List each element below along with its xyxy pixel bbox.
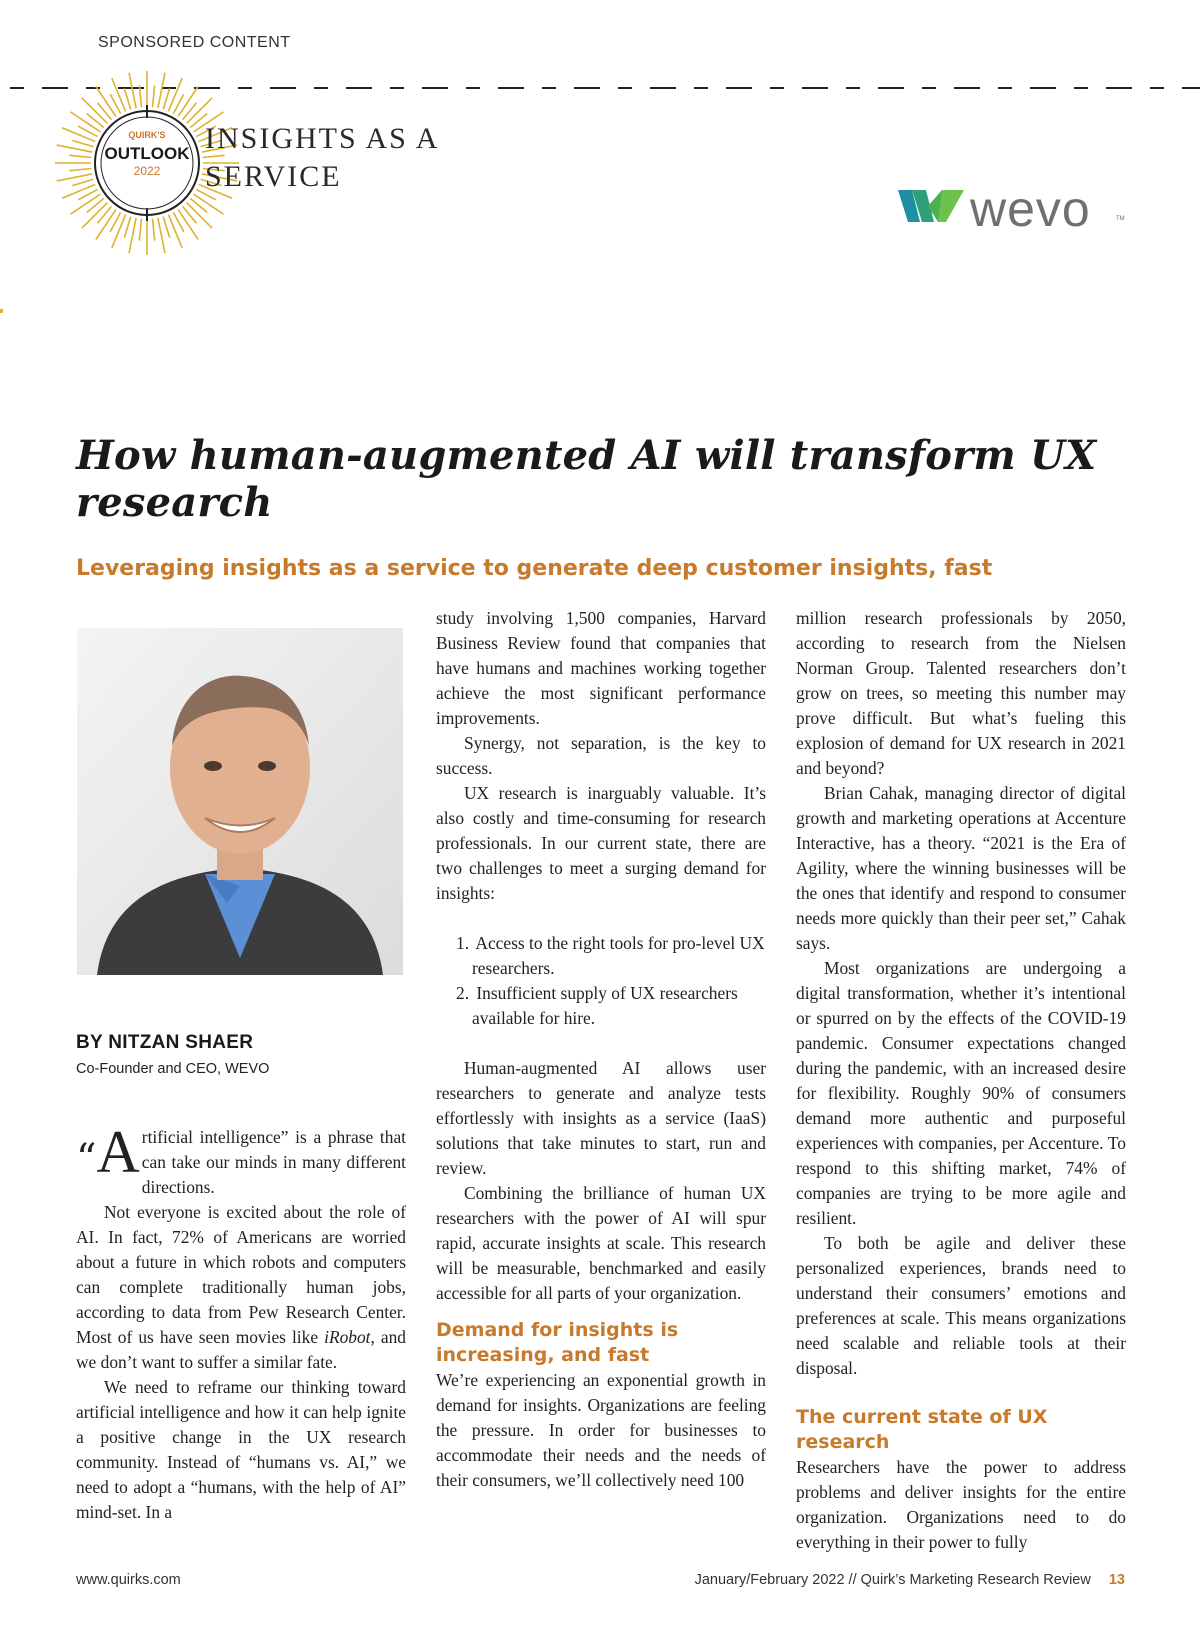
sunburst-ray xyxy=(124,88,130,109)
paragraph: We need to reframe our thinking toward artificial intelligence and how it can help ignite a positive change in the UX research community. Instead of “humans vs. AI,” we need to adopt a “humans, with the help of AI” mind-set. In a xyxy=(76,1377,406,1522)
sunburst-ray xyxy=(168,78,182,111)
sunburst-ray xyxy=(87,199,104,213)
page-number: 13 xyxy=(1108,1572,1125,1588)
sunburst-ray xyxy=(112,215,126,248)
wevo-trademark: TM xyxy=(1116,216,1125,222)
article-subhead: Leveraging insights as a service to generate deep customer insights, fast xyxy=(76,556,993,581)
drop-cap: “A xyxy=(76,1119,140,1185)
sunburst-ray xyxy=(183,206,197,223)
paragraph: We’re experiencing an exponential growth in demand for insights. Organizations are feeling the pressure. In order for businesses to accommodate their needs and the needs of their consumers, we’ll collectively need 100 xyxy=(436,1370,766,1490)
wevo-wordmark: wevo xyxy=(970,181,1091,237)
paragraph: million research professionals by 2050, according to research from the Nielsen Norman Group. Talented researchers don’t grow on trees, so meeting this number may prove difficult. But what’s fueling this explosion of demand for UX research in 2021 and beyond? xyxy=(796,608,1126,778)
sunburst-ray xyxy=(129,218,136,253)
article-column-1 xyxy=(76,1119,406,1525)
list-item: 1. Access to the right tools for pro-level UX researchers. xyxy=(456,933,765,978)
sunburst-ray xyxy=(87,114,104,128)
author-role: Co-Founder and CEO, WEVO xyxy=(76,1061,270,1077)
footer-issue xyxy=(695,1572,1125,1588)
sunburst-ray xyxy=(168,215,182,248)
list-item: 2. Insufficient supply of UX researchers available for hire. xyxy=(456,983,738,1028)
paragraph: Synergy, not separation, is the key to success. xyxy=(436,733,766,778)
sunburst-ray xyxy=(139,85,141,107)
wevo-mark-icon xyxy=(898,186,964,226)
footer-website: www.quirks.com xyxy=(76,1572,181,1588)
sunburst-ray xyxy=(152,219,154,241)
sunburst-ray xyxy=(183,103,197,120)
section-heading-demand: Demand for insights is increasing, and fast xyxy=(436,1319,679,1366)
sunburst-ray xyxy=(129,73,136,108)
author-byline: BY NITZAN SHAER xyxy=(76,1032,254,1053)
badge-title: OUTLOOK xyxy=(104,144,190,163)
sunburst-ray xyxy=(72,179,93,185)
paragraph: Researchers have the power to address problems and deliver insights for the entire organization. Organizations need to do everything in their power to fully xyxy=(796,1457,1126,1552)
article-column-3 xyxy=(796,606,1126,1555)
sunburst-ray xyxy=(158,218,165,253)
sunburst-ray xyxy=(163,217,169,238)
paragraph: To both be agile and deliver these personalized experiences, brands need to understand their consumers’ emotions and preferences at scale. This means organizations need scalable and reliable tools at their disposal. xyxy=(796,1233,1126,1378)
sunburst-ray xyxy=(62,184,95,198)
article-headline: How human-augmented AI will transform UX research xyxy=(76,432,1097,526)
paragraph: study involving 1,500 companies, Harvard Business Review found that companies that have humans and machines working together achieve the most significant performance improvements. xyxy=(436,608,766,728)
series-title-line1: INSIGHTS AS A xyxy=(205,122,440,155)
sunburst-ray xyxy=(190,199,207,213)
sunburst-ray xyxy=(163,88,169,109)
series-title-line2: SERVICE xyxy=(205,160,342,193)
footer-issue-text: January/February 2022 // Quirk’s Marketing Research Review xyxy=(694,1572,1091,1588)
wevo-logo xyxy=(898,181,1128,237)
paragraph: Most organizations are undergoing a digital transformation, whether it’s intentional or spurred on by the effects of the COVID-19 pandemic. Consumer expectations changed during the pandemic, with an increased desire for flexibility. Roughly 90% of consumers demand more authentic and purposeful experiences with companies, per Accenture. To respond to this shifting market, 74% of companies are trying to be more agile and resilient. xyxy=(796,958,1126,1228)
sunburst-ray xyxy=(124,217,130,238)
paragraph: Not everyone is excited about the role of AI. In fact, 72% of Americans are worried about a future in which robots and computers can complete traditionally human jobs, according to data from Pew Research Center. Most of us have seen movies like iRobot, and we don’t want to suffer a similar fate. xyxy=(76,1202,406,1372)
badge-brand: QUIRK'S xyxy=(128,130,166,140)
edge-mark xyxy=(0,309,3,313)
paragraph: Brian Cahak, managing director of digital growth and marketing operations at Accenture Interactive, has a theory. “2021 is the Era of Agility, where the winning businesses will be the ones that identify and respond to consumer needs more quickly than their peer set,” Cahak says. xyxy=(796,783,1126,953)
sunburst-ray xyxy=(112,78,126,111)
sunburst-ray xyxy=(152,85,154,107)
challenges-list xyxy=(436,931,766,1031)
sunburst-ray xyxy=(158,73,165,108)
paragraph: UX research is inarguably valuable. It’s also costly and time-consuming for research professionals. In our current state, there are two challenges to meet a surging demand for insights: xyxy=(436,783,766,903)
sunburst-ray xyxy=(139,219,141,241)
paragraph-intro: “A rtificial intelligence” is a phrase that can take our minds in many different directions. xyxy=(76,1119,406,1197)
paragraph: Combining the brilliance of human UX researchers with the power of AI will spur rapid, accurate insights at scale. This research will be measurable, benchmarked and easily accessible for all parts of your organization. xyxy=(436,1183,766,1303)
series-title xyxy=(205,120,439,196)
article-column-2 xyxy=(436,606,766,1493)
sunburst-ray xyxy=(98,103,112,120)
paragraph: Human-augmented AI allows user researchers to generate and analyze tests effortlessly with insights as a service (IaaS) solutions that take minutes to start, run and review. xyxy=(436,1058,766,1178)
sponsored-label: SPONSORED CONTENT xyxy=(98,34,291,51)
section-heading-current-state: The current state of UX research xyxy=(796,1406,1048,1453)
sunburst-ray xyxy=(98,206,112,223)
badge-year: 2022 xyxy=(133,164,161,178)
author-photo xyxy=(77,628,403,975)
